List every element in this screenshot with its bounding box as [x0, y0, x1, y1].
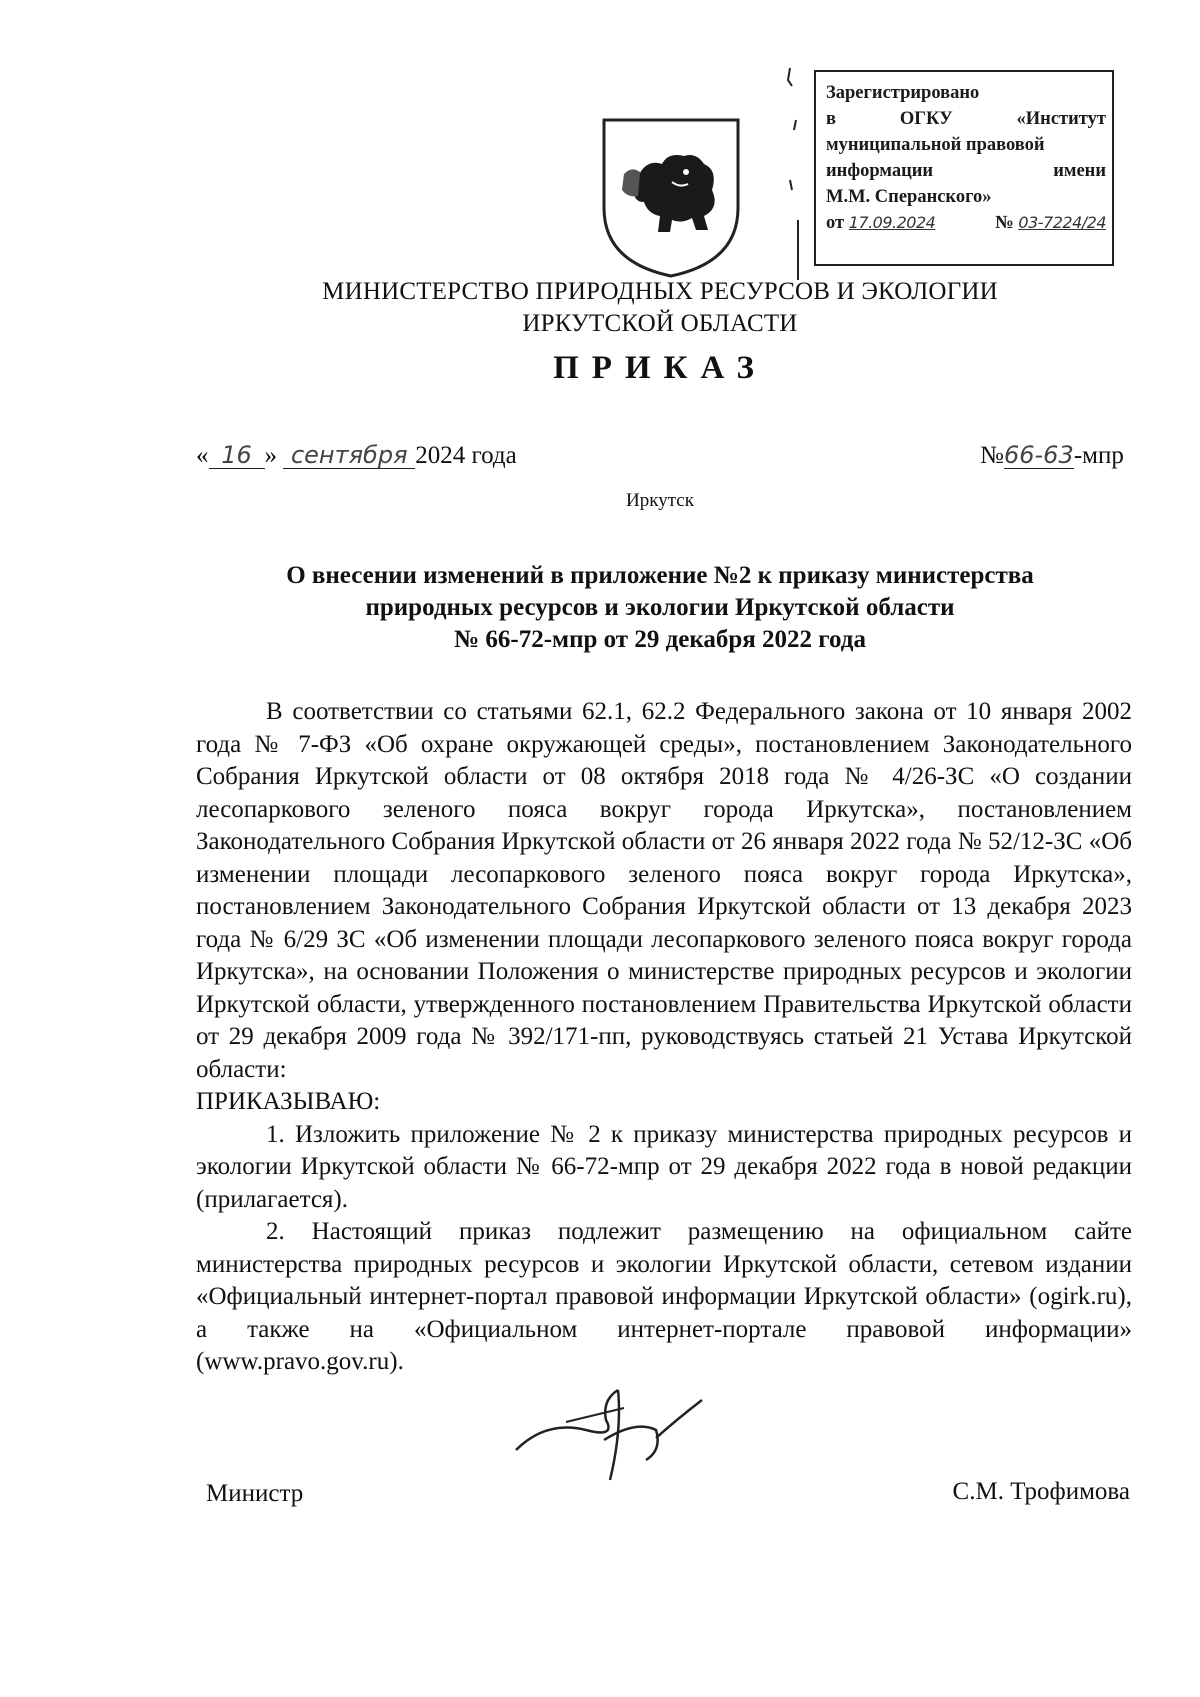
order-body	[196, 696, 1132, 1379]
stamp-date-value: 17.09.2024	[848, 213, 936, 232]
order-number	[980, 442, 1124, 470]
stamp-word: ОГКУ	[899, 109, 953, 129]
handwritten-marks	[770, 60, 810, 280]
order-city: Иркутск	[626, 490, 694, 511]
stamp-word: «Институт	[1016, 109, 1106, 129]
quote-open: «	[196, 442, 209, 469]
stamp-number-value: 03-7224/24	[1018, 213, 1106, 232]
signature-block	[206, 1470, 1130, 1530]
stamp-line	[826, 158, 1106, 184]
stamp-word: имени	[1053, 161, 1106, 181]
ministry-name	[0, 276, 1200, 340]
heading-line-3: № 66-72-мпр от 29 декабря 2022 года	[454, 626, 866, 653]
order-item-2: 2. Настоящий приказ подлежит размещению на официальном сайте министерства природных ресурсов и экологии Иркутской области, сетевом издании «Официальный интернет-портал правовой информации Иркутской области» (ogirk.ru), а также на «Официальном интернет-портале правовой информации» (www.pravo.gov.ru).	[196, 1218, 1132, 1375]
order-heading	[190, 560, 1130, 656]
order-month: сентября	[283, 442, 415, 469]
order-date	[196, 442, 517, 470]
heading-line-1: О внесении изменений в приложение №2 к приказу министерства	[286, 562, 1034, 589]
order-number-hand: 66-63	[1003, 441, 1074, 469]
handwritten-signature	[506, 1360, 706, 1500]
order-year: 2024 года	[415, 442, 517, 469]
stamp-line: муниципальной правовой	[826, 135, 1045, 155]
order-word: ПРИКАЗЫВАЮ:	[196, 1088, 381, 1115]
signatory-role: Министр	[206, 1480, 304, 1507]
signatory-name: С.М. Трофимова	[952, 1478, 1130, 1505]
stamp-number-group	[995, 210, 1106, 236]
stamp-line	[826, 106, 1106, 132]
order-number-suffix: -мпр	[1073, 442, 1124, 469]
document-type-title: ПРИКАЗ	[553, 350, 767, 386]
ministry-line-1: МИНИСТЕРСТВО ПРИРОДНЫХ РЕСУРСОВ И ЭКОЛОГИИ	[322, 278, 998, 305]
quote-close: »	[264, 442, 277, 469]
stamp-date-prefix: от	[826, 213, 845, 233]
registration-stamp	[814, 70, 1114, 266]
stamp-registration-row	[826, 210, 1106, 236]
order-day: 16	[209, 442, 265, 469]
coat-of-arms-emblem	[596, 112, 746, 280]
stamp-word: информации	[826, 161, 934, 181]
stamp-line: М.М. Сперанского»	[826, 187, 992, 207]
stamp-number-prefix: №	[995, 213, 1014, 233]
preamble-paragraph: В соответствии со статьями 62.1, 62.2 Федерального закона от 10 января 2002 года № 7-ФЗ «Об охране окружающей среды», постановлением Законодательного Собрания Иркутской области от 08 октября 2018 года № 4/26-ЗС «О создании лесопаркового зеленого пояса вокруг города Иркутска», постановлением Законодательного Собрания Иркутской области от 26 января 2022 года № 52/12-ЗС «Об изменении площади лесопаркового зеленого пояса вокруг города Иркутска», постановлением Законодательного Собрания Иркутской области от 13 декабря 2023 года № 6/29 ЗС «Об изменении площади лесопаркового зеленого пояса вокруг города Иркутска», на основании Положения о министерстве природных ресурсов и экологии Иркутской области, утвержденного постановлением Правительства Иркутской области от 29 декабря 2009 года № 392/171-пп, руководствуясь статьей 21 Устава Иркутской области:	[196, 698, 1132, 1083]
order-item-1: 1. Изложить приложение № 2 к приказу министерства природных ресурсов и экологии Иркутской области № 66-72-мпр от 29 декабря 2022 года в новой редакции (прилагается).	[196, 1120, 1132, 1213]
stamp-date-group	[826, 210, 935, 236]
ministry-line-2: ИРКУТСКОЙ ОБЛАСТИ	[522, 310, 798, 337]
stamp-word: в	[826, 109, 836, 129]
heading-line-2: природных ресурсов и экологии Иркутской области	[365, 594, 955, 621]
order-number-prefix: №	[980, 442, 1004, 469]
stamp-line: Зарегистрировано	[826, 83, 980, 103]
